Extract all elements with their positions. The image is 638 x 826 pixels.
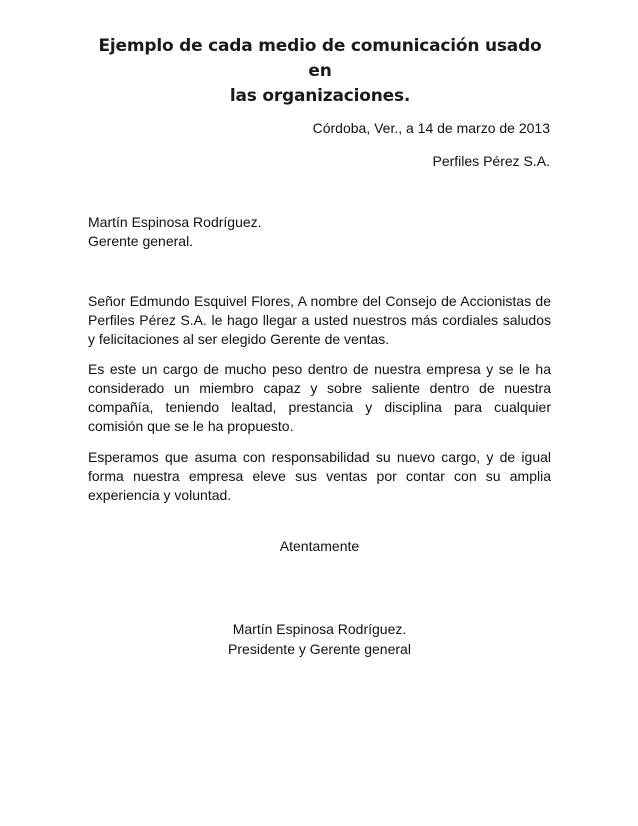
paragraph-3: Esperamos que asuma con responsabilidad su nuevo cargo, y de igual forma nuestra empresa eleve sus ventas por contar con su amplia experiencia y voluntad. <box>88 449 551 503</box>
paragraph-2: Es este un cargo de mucho peso dentro de nuestra empresa y se le ha considerado un miembro capaz y sobre saliente dentro de nuestra compañía, teniendo lealtad, prestancia y disciplina para cualquier comisión que se le ha propuesto. <box>88 361 551 434</box>
sender-role: Gerente general. <box>88 233 194 249</box>
closing: Atentamente <box>279 538 360 554</box>
signature-block <box>88 619 551 659</box>
sender-block <box>88 213 262 251</box>
title-line-1: Ejemplo de cada medio de comunicación usado en <box>98 36 542 81</box>
paragraph-1: Señor Edmundo Esquivel Flores, A nombre del Consejo de Accionistas de Perfiles Pérez S.A. le hago llegar a usted nuestros más cordiales saludos y felicitaciones al ser elegido Gerente de ventas. <box>88 293 551 347</box>
sender-name: Martín Espinosa Rodríguez. <box>88 214 262 230</box>
signature-title: Presidente y Gerente general <box>228 641 411 657</box>
company-line: Perfiles Pérez S.A. <box>432 153 550 169</box>
date-line: Córdoba, Ver., a 14 de marzo de 2013 <box>312 120 550 136</box>
signature-name: Martín Espinosa Rodríguez. <box>232 621 407 637</box>
document-title <box>88 34 552 109</box>
title-line-2: las organizaciones. <box>229 86 411 106</box>
